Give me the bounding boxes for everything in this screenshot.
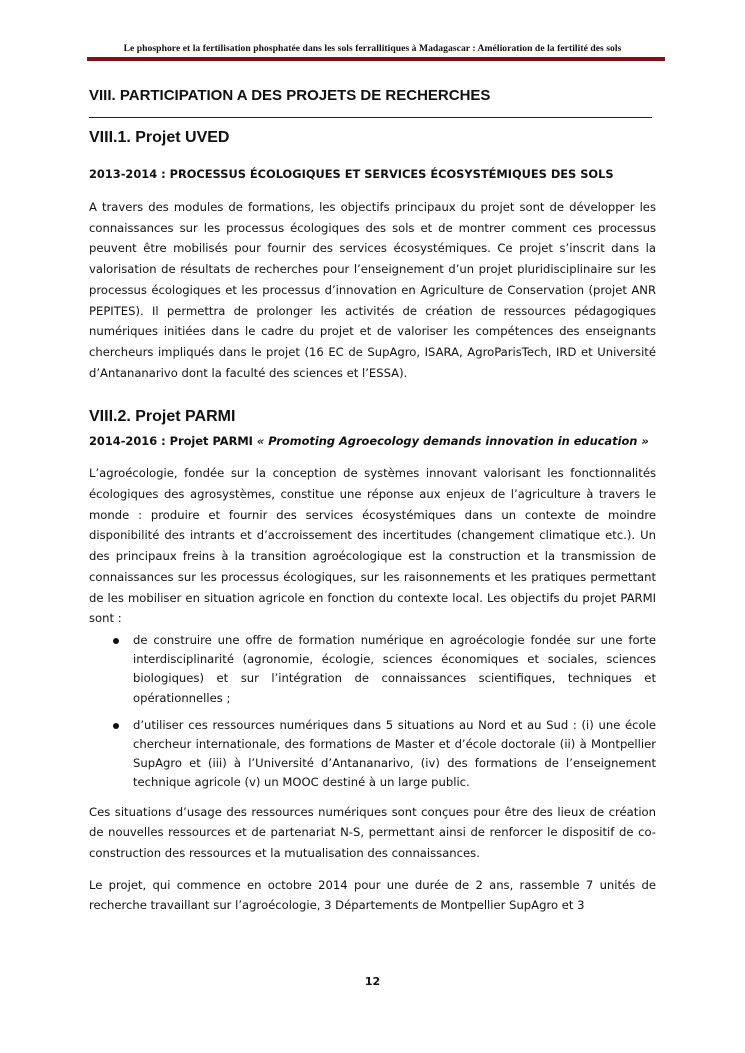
parmi-paragraph-2: Ces situations d’usage des ressources numériques sont conçues pour être des lieux de création de nouvelles ressources et de partenariat N-S, permettant ainsi de renforcer le dispositif de co-construction des ressources et la mutualisation des connaissances. — [89, 804, 656, 860]
bullet-icon — [113, 638, 119, 644]
parmi-paragraph-3: Le projet, qui commence en octobre 2014 pour une durée de 2 ans, rassemble 7 unités de recherche travaillant sur l’agroécologie, 3 Départements de Montpellier SupAgro et 3 — [89, 877, 656, 913]
page-number: 12 — [364, 975, 381, 988]
uved-paragraph: A travers des modules de formations, les objectifs principaux du projet sont de développer les connaissances sur les processus écologiques des sols et de montrer comment ces processus peuvent être mobilisés pour fournir des services écosystémiques. Ce projet s’inscrit dans la valorisation de résultats de recherches pour l’enseignement d’un projet pluridisciplinaire sur les processus écologiques et les processus d’innovation en Agriculture de Conservation (projet ANR PEPITES). Il permettra de prolonger les activités de création de ressources pédagogiques numériques initiées dans le cadre du projet et de valoriser les compétences des enseignants chercheurs impliqués dans le projet (16 EC de SupAgro, ISARA, AgroParisTech, IRD et Université d’Antananarivo dont la faculté des sciences et l’ESSA). — [89, 200, 656, 380]
section-underline — [89, 117, 652, 118]
bullet-icon — [113, 723, 119, 729]
page-body — [89, 86, 656, 916]
list-item — [89, 716, 656, 793]
section-title: VIII. PARTICIPATION A DES PROJETS DE RECHERCHES — [89, 87, 491, 104]
header-rule — [87, 57, 665, 61]
uved-title: VIII.1. Projet UVED — [89, 129, 230, 146]
parmi-title: VIII.2. Projet PARMI — [89, 408, 236, 426]
parmi-line-prefix: 2014-2016 : Projet PARMI — [89, 434, 257, 449]
running-header: Le phosphore et la fertilisation phosphatée dans les sols ferrallitiques à Madagascar : Amélioration de la fertilité des sols — [123, 43, 622, 54]
list-item — [89, 631, 656, 708]
uved-project-line: 2013-2014 : PROCESSUS ÉCOLOGIQUES ET SERVICES ÉCOSYSTÉMIQUES DES SOLS — [89, 167, 614, 181]
list-item-text: de construire une offre de formation numérique en agroécologie fondée sur une forte interdisciplinarité (agronomie, écologie, sciences économiques et sociales, sciences biologiques) et sur l’intégration de connaissances scientifiques, techniques et opérationnelles ; — [133, 632, 656, 705]
parmi-line-italic: « Promoting Agroecology demands innovation in education » — [256, 434, 649, 449]
list-item-text: d’utiliser ces ressources numériques dans 5 situations au Nord et au Sud : (i) une école chercheur internationale, des formations de Master et d’école doctorale (ii) à Montpellier SupAgro et (iii) à l’Université d’Antananarivo, (iv) des formations de l’enseignement technique agricole (v) un MOOC destiné à un large public. — [133, 717, 656, 790]
parmi-intro: L’agroécologie, fondée sur la conception de systèmes innovant valorisant les fonctionnalités écologiques des agrosystèmes, constitue une réponse aux enjeux de l’agriculture à travers le monde : produire et fournir des services écosystémiques dans un contexte de moindre disponibilité des intrants et d’accroissement des incertitudes (changement climatique etc.). Un des principaux freins à la transition agroécologique est la construction et la transmission de connaissances sur les processus écologiques, sur les raisonnements et les pratiques permettant de les mobiliser en situation agricole en fonction du contexte local. Les objectifs du projet PARMI sont : — [89, 466, 656, 626]
parmi-objectives-list — [89, 631, 656, 793]
parmi-project-line — [89, 432, 656, 450]
